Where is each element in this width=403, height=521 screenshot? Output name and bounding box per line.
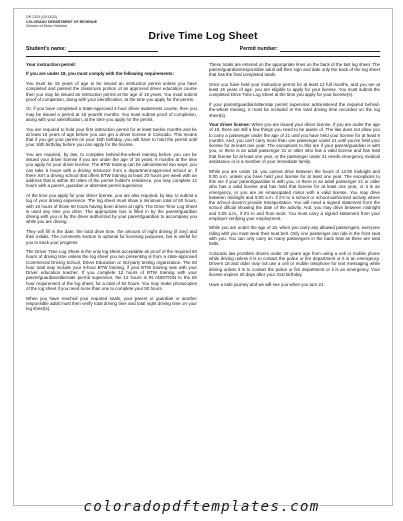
permit-number-field[interactable]: [240, 46, 380, 52]
right-paragraph: If your parent/guardian/alternate permit supervisor administered the required behind-the-wheel training, it must be included in the total driving time recorded on the log sheet(s).: [209, 102, 380, 118]
department-name: COLORADO DEPARTMENT OF REVENUE: [26, 19, 98, 24]
site-watermark: coloradopdftemplates.com: [83, 499, 320, 515]
form-header-meta: [26, 15, 380, 29]
right-paragraph: Colorado law prohibits drivers under 18 years age from using a cell or mobile phone while driving unless it is to contact the police or fire department or it is an emergency. Drivers 18 and older may not use a cell or mobile telephone for text messaging while driving unless it is to contact the police or fire department or it is an emergency. Your license expires 20 days after your 21st birthday.: [209, 250, 380, 277]
instruction-columns: [26, 62, 380, 316]
left-paragraph: When you have reached your required totals, your parent or guardian or another responsible adult must then verify total driving time and total night driving time on your log sheet(s).: [26, 295, 197, 312]
left-paragraph: At the time you apply for your driver license, you are also required, by law, to submit a log of your driving experience. The log sheet must show a minimum total of 50 hours, with 10 hours of those 50 hours having been driven at night. The Drive Time Log Sheet is used any time you drive. The appropriate box is filled in by the parent/guardian driving with you or by the driver authorized by your parent/guardian to accompany you while you are driving.: [26, 193, 197, 225]
left-paragraph: They will fill in the date, the total drive time, the amount of night driving (if any) and their initials. The comments section is optional for licensing purposes, but is useful for you to track your progress.: [26, 229, 197, 245]
page-title: Drive Time Log Sheet: [148, 29, 258, 42]
left-column: [26, 62, 197, 316]
right-paragraph: Once you have held your instruction permit for at least 12 full months, and you are at least 16 years of age, you are eligible to apply for your license. You must submit the completed Drive Time Log Sheet at the time you apply for your license(s).: [209, 81, 380, 98]
student-fields: [26, 46, 380, 52]
student-name-field[interactable]: [26, 46, 158, 52]
left-paragraph: You are required, by law, to complete behind-the-wheel training before you can be issued your driver license if you are under the age of 16 years, 6 months at the time you apply for your driver license. The BTW training can be administered two ways; you can take 6 hours with a driving instructor from a department-approved school or, if there isn't a driving school that offers BTW training at least 20 hours per week with an address that is within 30 miles of the permit holder's residence, you may complete 12 hours with a parent, guardian or alternate permit supervisor.: [26, 151, 197, 189]
instruction-permit-heading: Your instruction permit:: [26, 61, 77, 67]
document-page: [13, 8, 393, 506]
left-paragraph: You must be 15 years of age to be issued an instruction permit unless you have completed and passed the classroom portion of an approved driver education course then you may be issued an instruction permit at the age of 15 years. You must submit proof of completion, along with your identification, at the time you apply for the permit.: [26, 81, 197, 102]
permit-number-line[interactable]: [280, 46, 380, 52]
driver-license-paragraph: [209, 122, 380, 164]
division-name: Division of Motor Vehicles: [26, 24, 68, 29]
left-paragraph: You are required to hold your first instruction permit for at least twelve months and be at least 16 years of age before you can get a driver license in Colorado. This means that if you get your permit on your 15th birthday, you will have to hold the permit until your 16th birthday before you can apply for the license.: [26, 126, 197, 148]
form-number: DR 2324 (02/11/22): [26, 15, 58, 19]
driver-license-heading: Your driver license:: [209, 122, 251, 128]
right-paragraph: While you are under the age of 18, when you carry any allowed passengers, everyone riding with you must wear their seat belt. Only one passenger can ride in the front seat with you. You can only carry as many passengers in the back seat as there are seat belts.: [209, 225, 380, 247]
left-paragraph: The Driver Time Log Sheet is the only log sheet acceptable as proof of the required 50 hours of driving time unless the log sheet you are presenting is from a state-approved Commercial Driving School, Driver Education or 3rd-party testing organization. The 50 hour total may include your 6-hour BTW training, if your BTW training was with your Driver education teacher. If you complete 12 hours of BTW training with your parent/guardian/alternate permit supervisor, the 12 hours is IN ADDITION to the 50 hour requirement of the log sheet, for a total of 62 hours. You may make photocopies of the log sheet if you need more than one to complete your 50 hours.: [26, 249, 197, 291]
driver-license-text: When you are issued your driver license, if you are under the age of 18, there are still a few things you need to be aware of. The law does not allow you to carry a passenger under the age of 21 until you have held your license for at least 6 months. And, you can't carry more than one passenger under 21 until you've held your license for at least one year. The exceptions to this are if your parent/guardian is with you, or there is an adult passenger 21 or older who has a valid license and has held that license for at least one year, or the passenger under 21 needs emergency medical assistance or is a member of your immediate family.: [209, 122, 380, 164]
right-paragraph: Have a safe journey and we will see you when you turn 21.: [209, 281, 325, 287]
under-18-requirements: If you are under 18, you must comply with the following requirements:: [26, 71, 174, 77]
right-paragraph: These totals are entered on the appropriate lines on the back of the last log sheet. The parent/guardian/responsible adult will then sign and date only the back of the log sheet that has the final completed totals.: [209, 61, 380, 78]
right-paragraph: While you are under 18, you cannot drive between the hours of 12:00 midnight and 5:00 a.m. unless you have held your license for at least one year. The exceptions to this are if your parent/guardian is with you, or there is an adult passenger 21 or older who has a valid license and has held that license for at least one year, or it is an emergency, or you are an emancipated minor with a valid license. You may drive between midnight and 5:00 a.m. if it's to a school or school-authorized activity where the school doesn't provide transportation. You will need a signed statement from the school official showing the date of the activity. And, you may drive between midnight and 5:00 a.m., if it's to and from work. You must carry a signed statement from your employer verifying your employment.: [209, 168, 380, 221]
permit-number-label: Permit number:: [239, 45, 278, 52]
header-divider: [26, 56, 380, 57]
student-name-label: Student's name:: [26, 45, 67, 52]
right-column: [209, 62, 380, 316]
student-name-line[interactable]: [68, 46, 158, 52]
left-paragraph: Or, if you have completed a State-approved 4-hour driver awareness course, then you may be issued a permit at 15 years/6 months. You must submit proof of completion, along with your identification, at the time you apply for the permit.: [26, 106, 197, 122]
